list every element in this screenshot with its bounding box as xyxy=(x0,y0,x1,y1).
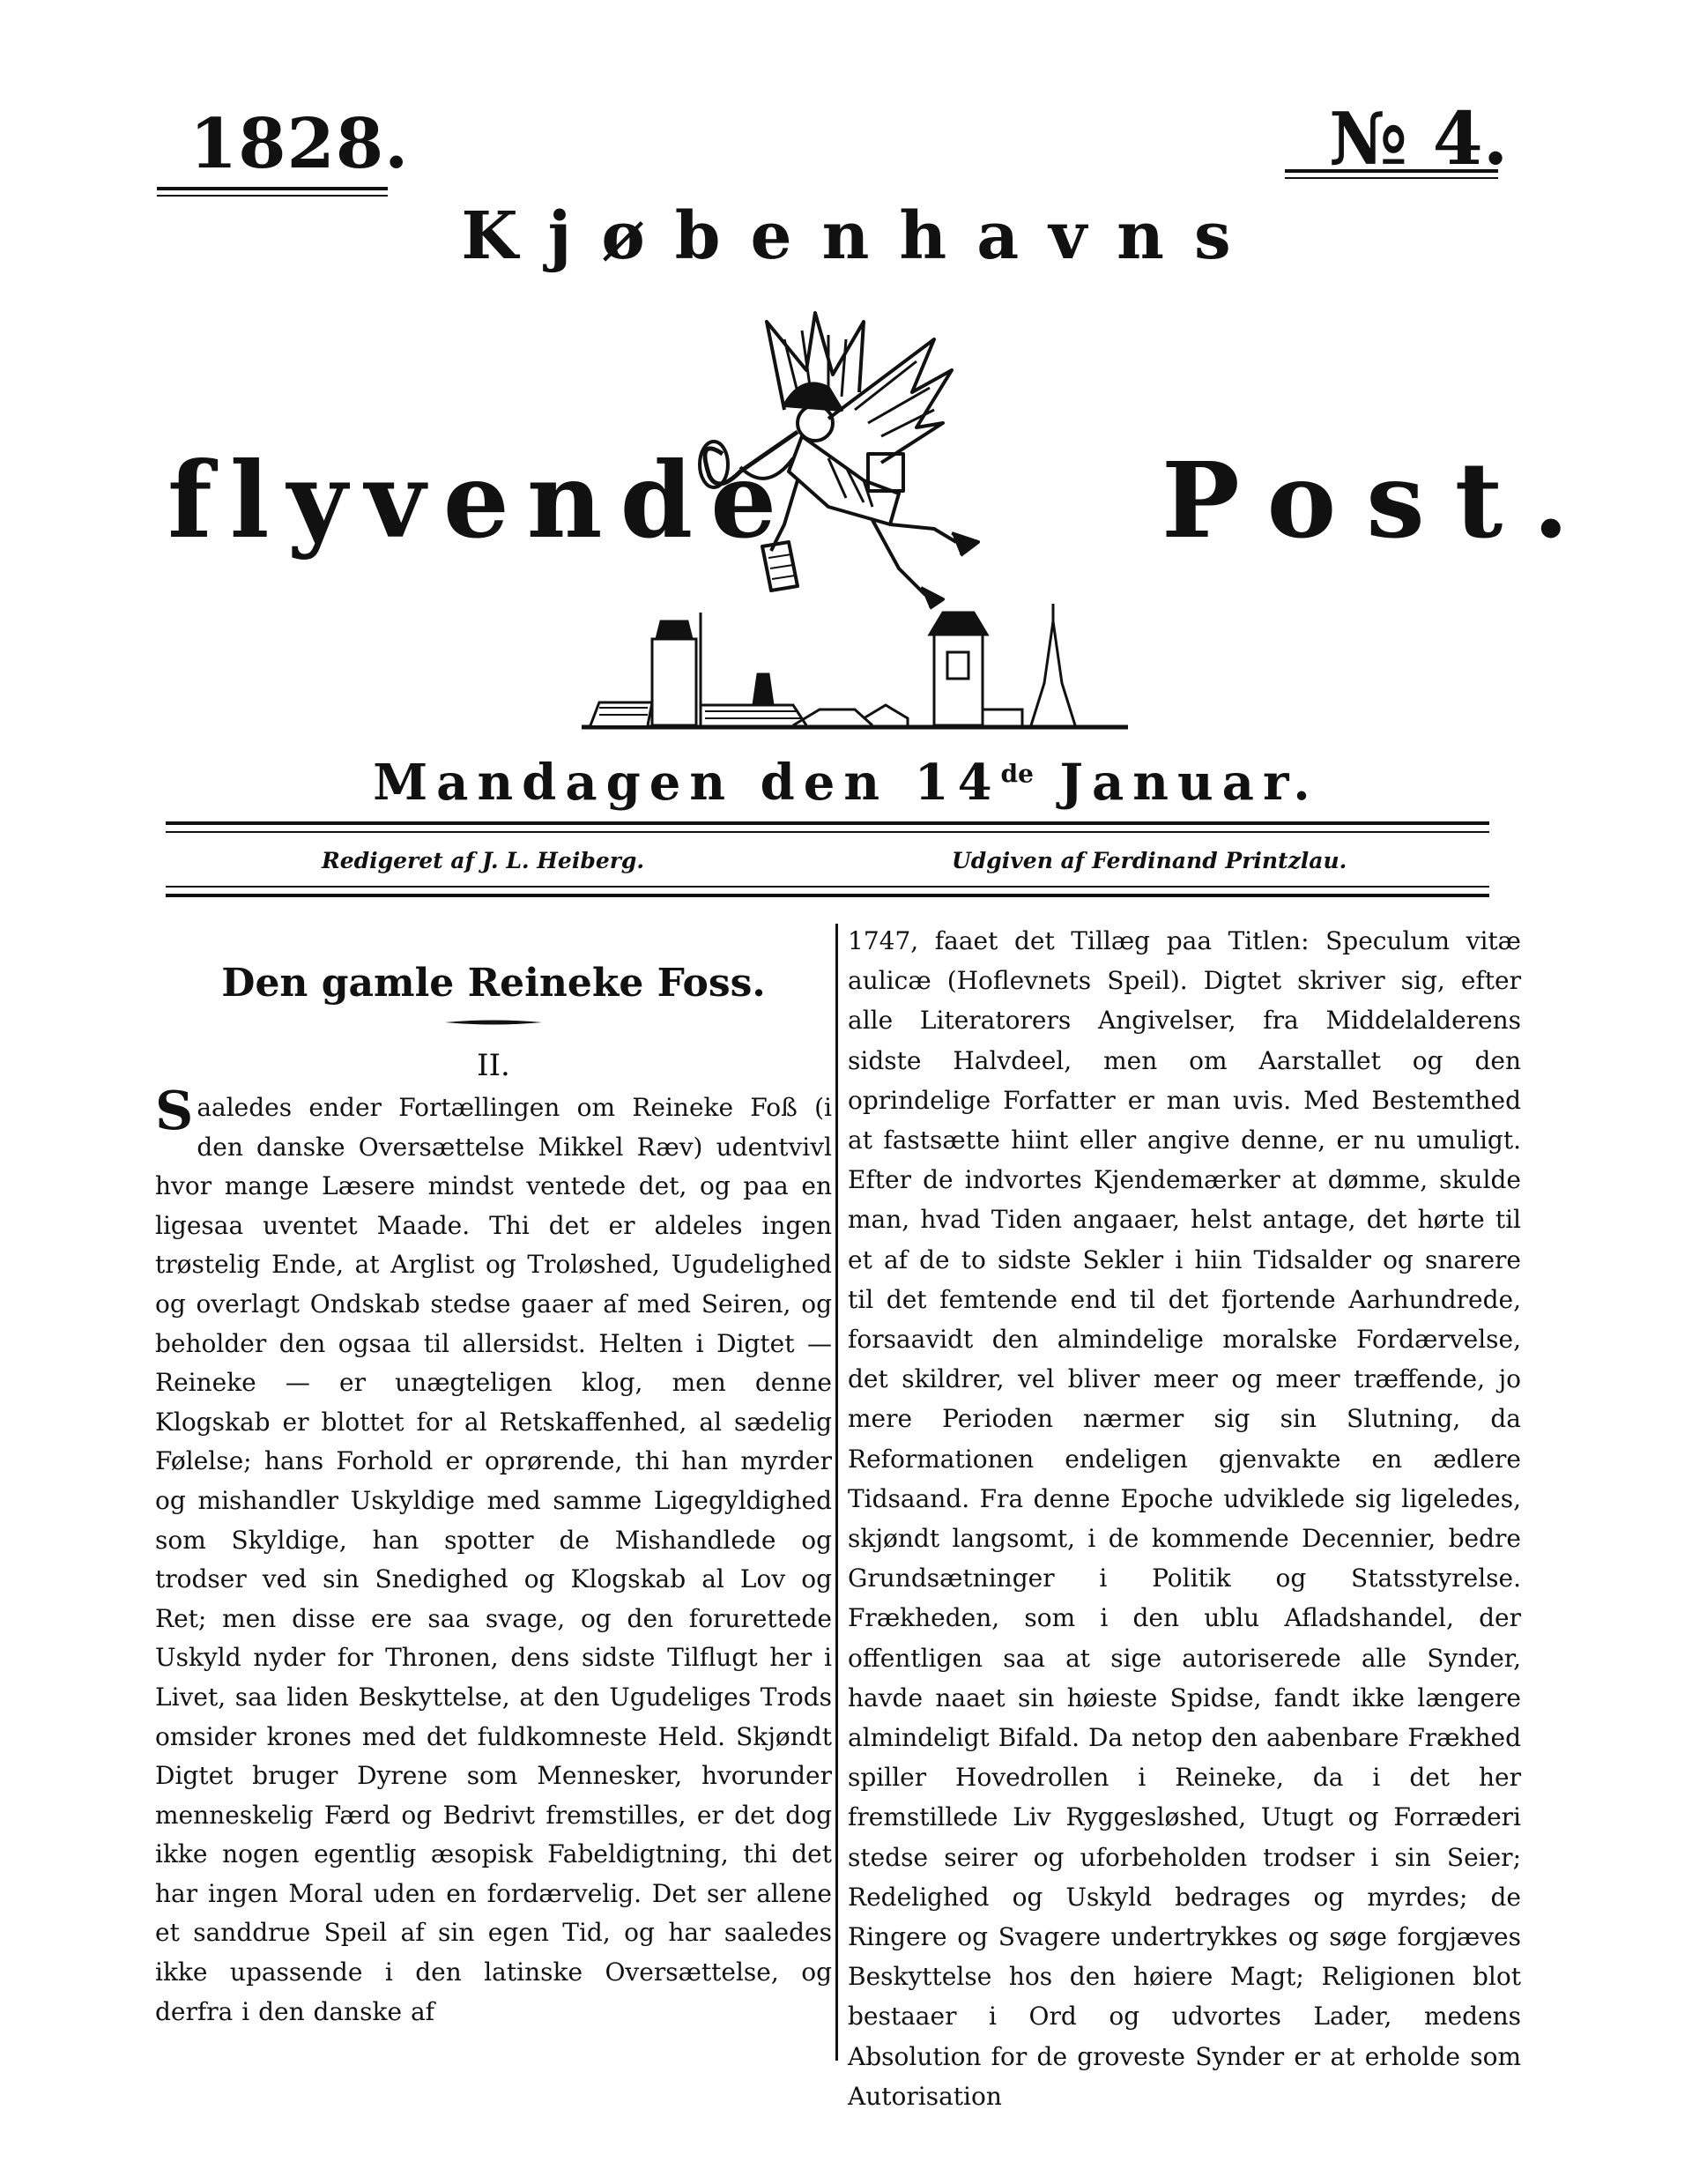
article-body-column2: 1747, faaet det Tillæg paa Titlen: Speculum vitæ aulicæ (Hoflevnets Speil). Digtet skriver sig, efter alle Literatorers Angivelser, fra Middelalderens sidste Halvdeel, men om Aarstallet og den oprindelige Forfatter er man uvis. Med Bestemthed at fastsætte hiint eller angive denne, er nu umuligt. Efter de indvortes Kjendemærker at dømme, skulde man, hvad Tiden angaaer, helst antage, det hørte til et af de to sidste Sekler i hiin Tidsalder og snarere til det femtende end til det fjortende Aarhundrede, forsaavidt den almindelige moralske Fordærvelse, det skildrer, vel bliver meer og meer træffende, jo mere Perioden nærmer sig sin Slutning, da Reformationen endeligen gjenvakte en ædlere Tidsaand. Fra denne Epoche udviklede sig ligeledes, skjøndt langsomt, i de kommende Decennier, bedre Grundsætninger i Politik og Statsstyrelse. Frækheden, som i den ublu Afladshandel, der offentligen saa at sige autoriserede alle Synder, havde naaet sin høieste Spidse, fandt ikke længere almindeligt Bifald. Da netop den aabenbare Frækhed spiller Hovedrollen i Reineke, da i det her fremstillede Liv Ryggesløshed, Utugt og Forræderi stedse seirer og uforbeholden trodser i sin Seier; Redelighed og Uskyld bedrages og myrdes; de Ringere og Svagere undertrykkes og søge forgjæves Beskyttelse hos den høiere Magt; Religionen blot bestaaer i Ord og udvortes Lader, medens Absolution for de groveste Synder er at erholde som Autorisation xyxy=(848,926,1521,2111)
year-rule xyxy=(157,187,388,190)
article-title: Den gamle Reineke Foss. xyxy=(221,961,766,1006)
date-superscript: de xyxy=(1000,759,1034,789)
dateline xyxy=(0,754,1692,812)
title-ornament xyxy=(445,1018,542,1027)
column1-text: aaledes ender Fortællingen om Reineke Foß (i den danske Oversættelse Mikkel Ræv) udentvivl hvor mange Læsere mindst ventede det, og paa en ligesaa uventet Maade. Thi det er aldeles ingen trøstelig Ende, at Arglist og Troløshed, Ugudelighed og overlagt Ondskab stedse gaaer af med Seiren, og beholder den ogsaa til allersidst. Helten i Digtet — Reineke — er unægteligen klog, men denne Klogskab er blottet for al Retskaffenhed, al sædelig Følelse; hans Forhold er oprørende, thi han myrder og mishandler Uskyldige med samme Ligegyldighed som Skyldige, han spotter de Mishandlede og trodser ved sin Snedighed og Klogskab al Lov og Ret; men disse ere saa svage, og den forurettede Uskyld nyder for Thronen, dens sidste Tilflugt her i Livet, saa liden Beskyttelse, at den Ugudeliges Trods omsider krones med det fuldkomneste Held. Skjøndt Digtet bruger Dyrene som Mennesker, hvorunder menneskelig Færd og Bedrivt fremstilles, er det dog ikke nogen egentlig æsopisk Fabeldigtning, thi det har ingen Moral uden en fordærvelig. Det ser allene et sanddrue Speil af sin egen Tid, og har saaledes ikke upassende i den latinske Oversættelse, og derfra i den danske af xyxy=(155,1093,832,2026)
date-month: Januar. xyxy=(1033,754,1319,812)
drop-cap: S xyxy=(155,1081,194,1142)
flying-postman-illustration xyxy=(564,304,1146,745)
number-rule xyxy=(1285,169,1498,173)
masthead-title-line1: Kjøbenhavns xyxy=(461,198,1261,274)
number-rule-thin xyxy=(1285,177,1498,179)
bottom-rule-thick xyxy=(166,894,1489,897)
editor-credit: Redigeret af J. L. Heiberg. xyxy=(322,848,645,873)
top-rule-thick xyxy=(166,821,1489,825)
column-right xyxy=(848,921,1521,2116)
masthead-title-post: Post. xyxy=(1161,439,1599,561)
bottom-rule-thin xyxy=(166,886,1489,888)
issue-number: № 4. xyxy=(1329,97,1509,182)
article-section-number: II. xyxy=(477,1048,510,1083)
article-body-column1 xyxy=(155,1081,832,2032)
column-divider xyxy=(835,924,838,2061)
date-prefix: Mandagen den 14 xyxy=(373,754,1001,812)
issue-year: 1828. xyxy=(189,104,410,184)
masthead-title-flyvende: flyvende xyxy=(167,439,795,561)
publisher-credit: Udgiven af Ferdinand Printzlau. xyxy=(952,848,1347,873)
column-left xyxy=(155,930,832,2032)
top-rule-thin xyxy=(166,831,1489,833)
year-rule-thin xyxy=(157,195,388,197)
